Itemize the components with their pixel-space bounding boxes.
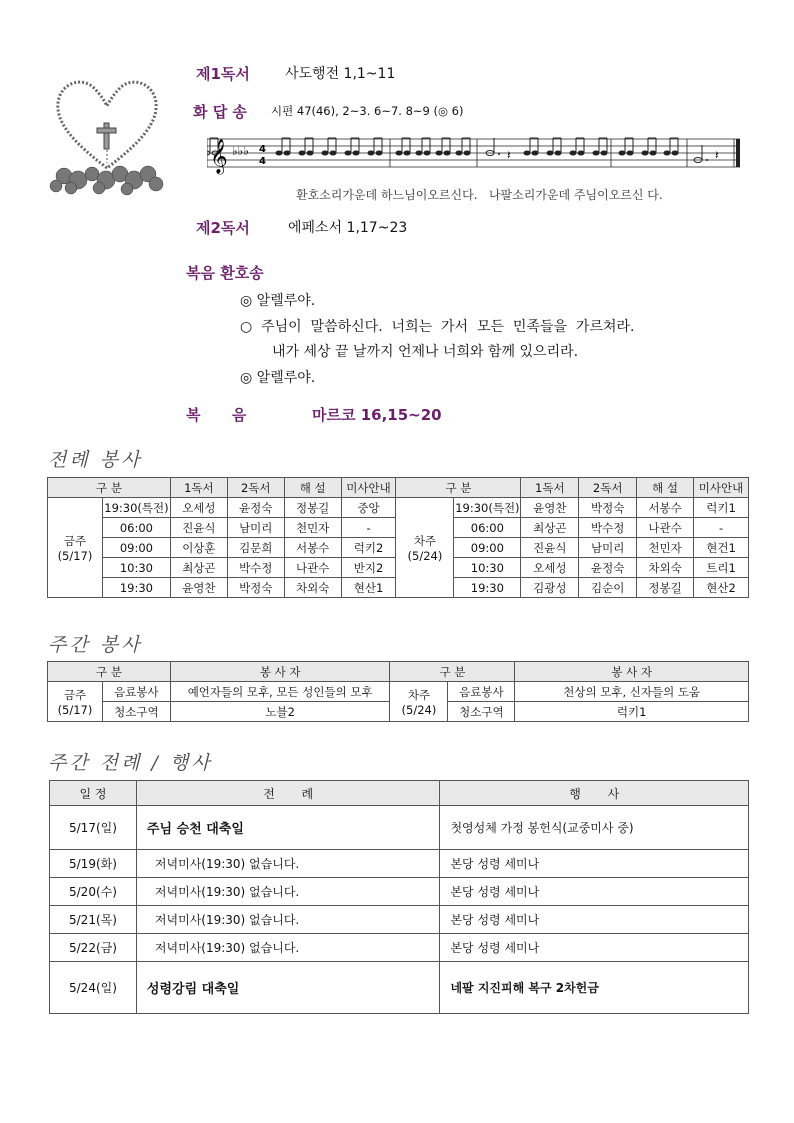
table-cell: 19:30 — [454, 578, 521, 598]
table-cell: 나관수 — [637, 518, 694, 538]
col-header: 1독서 — [170, 478, 227, 498]
event-liturgy: 저녁미사(19:30) 없습니다. — [136, 850, 440, 878]
event-date: 5/19(화) — [50, 850, 137, 878]
acclamation-label: 복음 환호송 — [186, 264, 264, 282]
table-cell: - — [694, 518, 749, 538]
table-cell: 19:30 — [102, 578, 170, 598]
table-cell: 09:00 — [454, 538, 521, 558]
table-cell: 차외숙 — [284, 578, 341, 598]
acclamation-line-2: ○ 주님이 말씀하신다. 너희는 가서 모든 민족들을 가르쳐라. — [240, 319, 635, 335]
psalm-label: 화 답 송 — [193, 103, 247, 121]
table-cell: 나관수 — [284, 558, 341, 578]
col-header: 해 설 — [637, 478, 694, 498]
table-cell: 청소구역 — [448, 702, 515, 722]
event-liturgy: 저녁미사(19:30) 없습니다. — [136, 878, 440, 906]
table-cell: 정봉길 — [637, 578, 694, 598]
svg-text:4: 4 — [259, 144, 266, 155]
psalm-lyrics: 환호소리가운데 하느님이오르신다. 나팔소리가운데 주님이오르신 다. — [296, 188, 663, 202]
table-cell: 남미리 — [227, 518, 284, 538]
table-cell: 윤영찬 — [521, 498, 579, 518]
col-header: 구 분 — [48, 478, 171, 498]
svg-text:♭♭♭: ♭♭♭ — [232, 144, 249, 158]
second-reading-text: 에페소서 1,17~23 — [288, 220, 408, 236]
col-header: 봉 사 자 — [170, 662, 390, 682]
event-liturgy: 주님 승천 대축일 — [136, 806, 440, 850]
table-cell: 09:00 — [102, 538, 170, 558]
table-cell: 오세성 — [170, 498, 227, 518]
table-cell: 이상훈 — [170, 538, 227, 558]
week-label: 차주 (5/24) — [396, 498, 454, 598]
col-header: 전 례 — [136, 781, 440, 806]
col-header: 미사안내 — [694, 478, 749, 498]
liturgy-section-title: 전례 봉사 — [48, 449, 143, 471]
event-activity: 네팔 지진피해 복구 2차헌금 — [440, 962, 749, 1014]
week-label: 금주 (5/17) — [48, 498, 103, 598]
event-liturgy: 성령강림 대축일 — [136, 962, 440, 1014]
acclamation-line-4: ◎ 알렐루야. — [240, 370, 316, 386]
table-cell: 노블2 — [170, 702, 390, 722]
event-date: 5/20(수) — [50, 878, 137, 906]
table-cell: 천민자 — [284, 518, 341, 538]
table-cell: 차외숙 — [637, 558, 694, 578]
table-cell: 서봉수 — [284, 538, 341, 558]
table-cell: 박수정 — [227, 558, 284, 578]
table-cell: 윤정숙 — [579, 558, 637, 578]
table-cell: 반지2 — [341, 558, 396, 578]
event-activity: 첫영성체 가정 봉헌식(교중미사 중) — [440, 806, 749, 850]
svg-text:4: 4 — [259, 156, 266, 167]
col-header: 봉 사 자 — [515, 662, 749, 682]
event-date: 5/22(금) — [50, 934, 137, 962]
col-header: 미사안내 — [341, 478, 396, 498]
event-date: 5/24(일) — [50, 962, 137, 1014]
table-cell: 10:30 — [454, 558, 521, 578]
col-header: 2독서 — [579, 478, 637, 498]
event-activity: 본당 성령 세미나 — [440, 878, 749, 906]
table-cell: 현산2 — [694, 578, 749, 598]
table-cell: 중앙 — [341, 498, 396, 518]
gospel-label: 복 음 — [186, 406, 247, 424]
col-header: 해 설 — [284, 478, 341, 498]
table-cell: 청소구역 — [102, 702, 170, 722]
table-cell: 럭키2 — [341, 538, 396, 558]
weekly-table — [47, 661, 749, 722]
table-cell: 박수정 — [579, 518, 637, 538]
table-cell: 윤영찬 — [170, 578, 227, 598]
table-cell: 19:30(특전) — [102, 498, 170, 518]
table-cell: 럭키1 — [515, 702, 749, 722]
svg-text:𝄽: 𝄽 — [507, 148, 511, 162]
table-cell: 오세성 — [521, 558, 579, 578]
table-cell: 현산1 — [341, 578, 396, 598]
event-activity: 본당 성령 세미나 — [440, 934, 749, 962]
table-cell: 천민자 — [637, 538, 694, 558]
col-header: 행 사 — [440, 781, 749, 806]
table-cell: 06:00 — [454, 518, 521, 538]
table-cell: 음료봉사 — [102, 682, 170, 702]
event-liturgy: 저녁미사(19:30) 없습니다. — [136, 906, 440, 934]
table-cell: 서봉수 — [637, 498, 694, 518]
table-cell: 최상곤 — [170, 558, 227, 578]
event-liturgy: 저녁미사(19:30) 없습니다. — [136, 934, 440, 962]
svg-text:𝄽: 𝄽 — [715, 148, 719, 162]
event-date: 5/21(목) — [50, 906, 137, 934]
week-label: 차주 (5/24) — [390, 682, 448, 722]
svg-text:𝄞: 𝄞 — [210, 139, 228, 174]
col-header: 1독서 — [521, 478, 579, 498]
gospel-text: 마르코 16,15~20 — [312, 406, 442, 424]
first-reading-label: 제1독서 — [196, 65, 250, 83]
table-cell: 럭키1 — [694, 498, 749, 518]
table-cell: 19:30(특전) — [454, 498, 521, 518]
col-header: 일 정 — [50, 781, 137, 806]
weekly-section-title: 주간 봉사 — [48, 634, 143, 656]
event-activity: 본당 성령 세미나 — [440, 850, 749, 878]
col-header: 구 분 — [48, 662, 171, 682]
table-cell: 김광성 — [521, 578, 579, 598]
col-header: 2독서 — [227, 478, 284, 498]
table-cell: 김문희 — [227, 538, 284, 558]
events-table — [49, 780, 749, 1014]
col-header: 구 분 — [396, 478, 521, 498]
table-cell: - — [341, 518, 396, 538]
first-reading-text: 사도행전 1,1~11 — [285, 66, 396, 82]
table-cell: 윤정숙 — [227, 498, 284, 518]
table-cell: 10:30 — [102, 558, 170, 578]
table-cell: 06:00 — [102, 518, 170, 538]
acclamation-line-3: 내가 세상 끝 날까지 언제나 너희와 함께 있으리라. — [272, 344, 579, 360]
second-reading-label: 제2독서 — [196, 219, 250, 237]
event-date: 5/17(일) — [50, 806, 137, 850]
psalm-text: 시편 47(46), 2~3. 6~7. 8~9 (◎ 6) — [271, 104, 464, 118]
table-cell: 진윤식 — [521, 538, 579, 558]
table-cell: 천상의 모후, 신자들의 도움 — [515, 682, 749, 702]
rosary-heart-image — [44, 68, 170, 198]
table-cell: 남미리 — [579, 538, 637, 558]
table-cell: 진윤식 — [170, 518, 227, 538]
table-cell: 박정숙 — [227, 578, 284, 598]
table-cell: 현건1 — [694, 538, 749, 558]
table-cell: 트리1 — [694, 558, 749, 578]
table-cell: 정봉길 — [284, 498, 341, 518]
liturgy-table — [47, 477, 749, 598]
col-header: 구 분 — [390, 662, 515, 682]
table-cell: 최상곤 — [521, 518, 579, 538]
events-section-title: 주간 전례 / 행사 — [48, 752, 213, 774]
acclamation-line-1: ◎ 알렐루야. — [240, 293, 316, 309]
table-cell: 김순이 — [579, 578, 637, 598]
event-activity: 본당 성령 세미나 — [440, 906, 749, 934]
table-cell: 박정숙 — [579, 498, 637, 518]
table-cell: 음료봉사 — [448, 682, 515, 702]
week-label: 금주 (5/17) — [48, 682, 103, 722]
table-cell: 예언자들의 모후, 모든 성인들의 모후 — [170, 682, 390, 702]
music-staff — [207, 133, 743, 183]
